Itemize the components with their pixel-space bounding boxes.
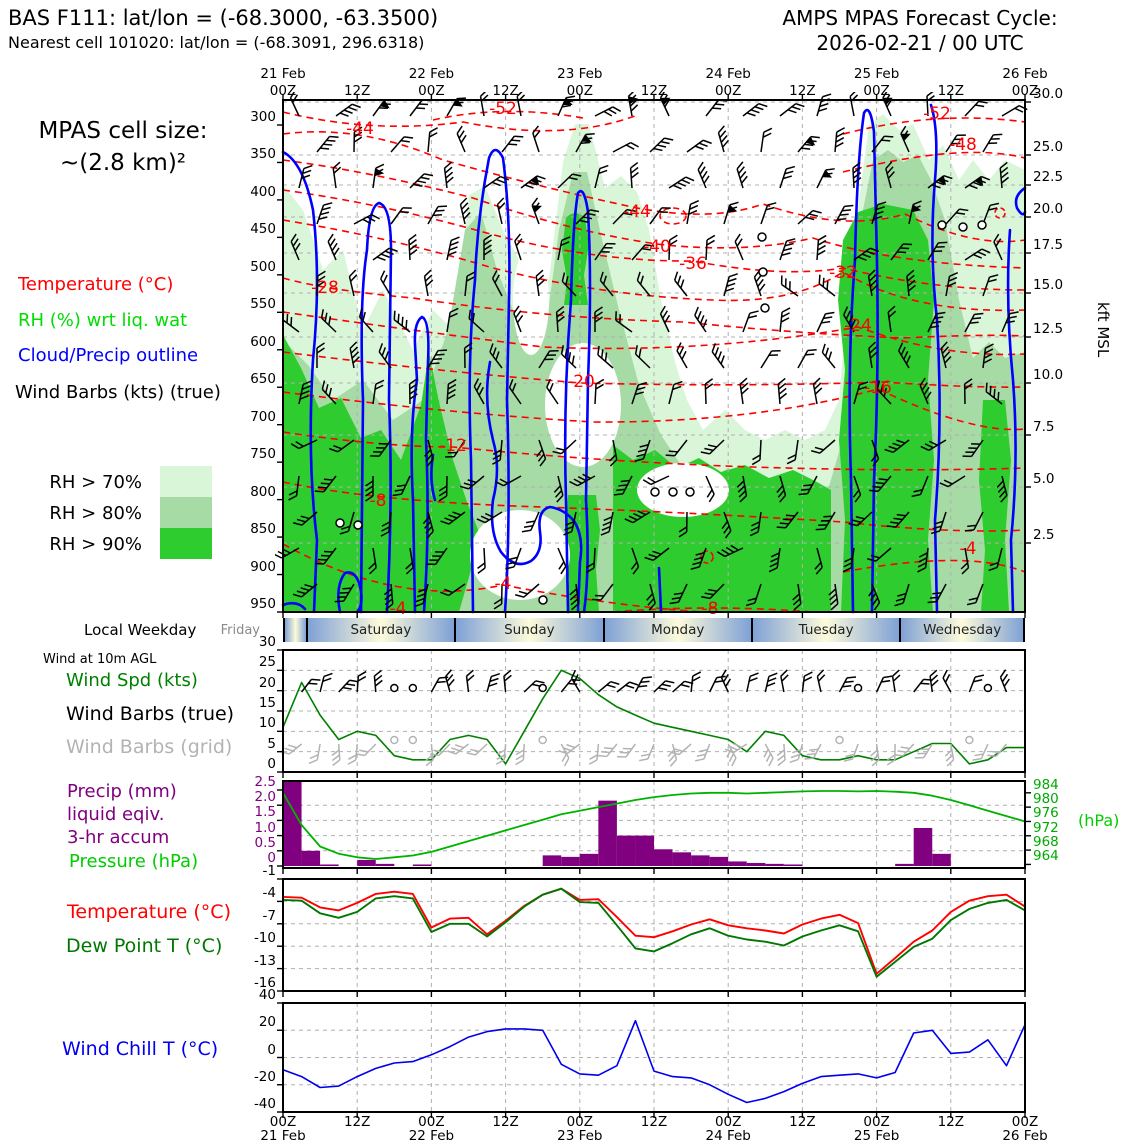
kft-axis-label: kft MSL <box>1094 302 1112 358</box>
top-date-label: 21 Feb <box>260 66 306 82</box>
pressure-tick-label: 600 <box>250 333 276 350</box>
bottom-date-label: 25 Feb <box>853 1128 900 1140</box>
kft-tick-label: 12.5 <box>1033 321 1064 337</box>
bottom-date-label: 22 Feb <box>408 1128 455 1140</box>
kft-tick-label: 5.0 <box>1033 471 1055 487</box>
friday-label: Friday <box>220 623 260 638</box>
kft-tick-label: 7.5 <box>1033 419 1055 435</box>
weekday-bar <box>283 618 1025 642</box>
weekday-segment-wednesday: Wednesday <box>901 618 1025 642</box>
rh90-label: RH > 90% <box>49 534 142 555</box>
wind-chill-label: Wind Chill T (°C) <box>62 1038 219 1060</box>
contour-label: -52 <box>489 99 517 119</box>
kft-tick-label: 17.5 <box>1033 237 1064 253</box>
pressure-ytick-label: 972 <box>1033 819 1059 836</box>
wind-ytick-label: 10 <box>258 715 276 732</box>
kft-tick-label: 10.0 <box>1033 367 1064 383</box>
top-hour-label: 00Z <box>269 83 297 99</box>
weekday-segment-sunday: Sunday <box>456 618 604 642</box>
top-hour-label: 00Z <box>1011 83 1039 99</box>
top-date-label: 26 Feb <box>1002 66 1048 82</box>
pressure-label: Pressure (hPa) <box>69 851 199 872</box>
pressure-tick-label: 650 <box>250 371 276 388</box>
kft-tick-label: 30.0 <box>1033 86 1064 102</box>
pressure-tick-label: 500 <box>250 258 276 275</box>
wind-ytick-label: 25 <box>258 654 276 671</box>
kft-tick-label: 22.5 <box>1033 169 1064 185</box>
contour-label: -32 <box>829 263 857 283</box>
pressure-tick-label: 900 <box>250 558 276 575</box>
wind-barbs-true-label: Wind Barbs (true) <box>66 703 235 725</box>
temperature-panel <box>275 871 1033 999</box>
dew-point-label: Dew Point T (°C) <box>66 935 223 957</box>
top-hour-label: 12Z <box>789 83 816 99</box>
pressure-tick-label: 800 <box>250 483 276 500</box>
contour-label: -4 <box>959 539 977 559</box>
bottom-hour-label: 00Z <box>566 1114 594 1130</box>
wind-barbs-grid-label: Wind Barbs (grid) <box>66 736 233 758</box>
page-title: BAS F111: lat/lon = (-68.3000, -63.3500) <box>8 6 439 30</box>
top-hour-label: 12Z <box>640 83 668 99</box>
bottom-hour-label: 12Z <box>937 1114 965 1130</box>
weekday-segment-tuesday: Tuesday <box>753 618 901 642</box>
contour-label: -8 <box>369 491 387 511</box>
pressure-tick-label: 700 <box>250 408 276 425</box>
contour-label: -4 <box>494 574 512 594</box>
chill-ytick-label: -20 <box>253 1068 276 1085</box>
temp-ytick-label: -10 <box>253 930 276 947</box>
temp-ytick-label: -13 <box>253 952 276 969</box>
forecast-cycle-date: 2026-02-21 / 00 UTC <box>816 31 1024 55</box>
rh80-label: RH > 80% <box>49 503 142 524</box>
bottom-date-label: 23 Feb <box>557 1128 603 1140</box>
temp-ytick-label: -1 <box>262 863 276 879</box>
hpa-right-label: (hPa) <box>1078 811 1120 830</box>
bottom-hour-label: 12Z <box>640 1114 668 1130</box>
legend-rh: RH (%) wrt liq. wat <box>18 310 188 331</box>
legend-cloud-outline: Cloud/Precip outline <box>18 345 199 366</box>
contour-label: -48 <box>949 135 977 155</box>
precip-ytick-label: 2.5 <box>254 774 276 790</box>
contour-label: -40 <box>643 237 671 257</box>
precip-ytick-label: 2.0 <box>254 789 276 806</box>
top-date-label: 24 Feb <box>705 66 751 82</box>
cell-size-label-line2: ~(2.8 km)² <box>59 150 187 176</box>
wind-ytick-label: 0 <box>267 756 276 772</box>
rh70-label: RH > 70% <box>49 472 142 493</box>
precip-label-line3: 3-hr accum <box>67 827 170 848</box>
precip-ytick-label: 0 <box>267 850 276 866</box>
precip-label-line2: liquid eqiv. <box>67 804 165 825</box>
contour-label: -20 <box>567 372 595 392</box>
wind-spd-label: Wind Spd (kts) <box>66 670 198 691</box>
kft-tick-label: 2.5 <box>1033 527 1055 543</box>
weekday-segment-friday <box>283 618 308 642</box>
top-date-label: 25 Feb <box>853 66 900 82</box>
contour-label: -44 <box>623 202 651 222</box>
chill-ytick-label: 20 <box>258 1014 276 1031</box>
top-hour-label: 00Z <box>863 83 890 99</box>
bottom-hour-label: 12Z <box>789 1114 816 1130</box>
top-hour-label: 00Z <box>418 83 445 99</box>
page-subtitle: Nearest cell 101020: lat/lon = (-68.3091, 296.6318) <box>8 33 425 52</box>
contour-label: -24 <box>844 316 872 336</box>
precip-ytick-label: 1.5 <box>254 804 276 821</box>
bottom-hour-label: 12Z <box>492 1114 519 1130</box>
top-date-label: 23 Feb <box>557 66 603 82</box>
temperature-label: Temperature (°C) <box>67 901 231 923</box>
contour-label: -16 <box>864 378 892 398</box>
chill-ytick-label: 0 <box>267 1041 276 1058</box>
pressure-ytick-label: 976 <box>1033 805 1059 822</box>
wind-ytick-label: 15 <box>258 695 276 711</box>
top-hour-label: 00Z <box>714 83 742 99</box>
wind-ytick-label: 5 <box>267 735 276 752</box>
contour-label: -28 <box>311 278 339 298</box>
legend-wind-barbs: Wind Barbs (kts) (true) <box>15 382 221 403</box>
wind-chill-panel <box>275 995 1033 1120</box>
local-weekday-label: Local Weekday <box>84 621 197 639</box>
pressure-tick-label: 300 <box>250 109 276 125</box>
weekday-segment-saturday: Saturday <box>308 618 456 642</box>
chill-ytick-label: 40 <box>258 987 276 1003</box>
chill-ytick-label: -40 <box>253 1096 276 1112</box>
wind-ytick-label: 30 <box>258 634 276 650</box>
temp-ytick-label: -16 <box>253 975 276 991</box>
top-date-label: 22 Feb <box>408 66 455 82</box>
legend-temperature: Temperature (°C) <box>18 274 174 295</box>
bottom-hour-label: 12Z <box>343 1114 371 1130</box>
wind-panel <box>275 642 1033 780</box>
cross-section-panel <box>275 92 1033 620</box>
rh90-swatch <box>160 528 212 559</box>
rh80-swatch <box>160 497 212 528</box>
bottom-hour-label: 00Z <box>714 1114 742 1130</box>
wind-ytick-label: 20 <box>258 674 276 691</box>
bottom-date-label: 26 Feb <box>1002 1128 1048 1140</box>
pressure-tick-label: 450 <box>250 221 276 238</box>
precip-ytick-label: 0.5 <box>254 834 276 851</box>
contour-label: -52 <box>923 104 951 124</box>
pressure-tick-label: 850 <box>250 521 276 538</box>
top-hour-label: 12Z <box>937 83 965 99</box>
bottom-date-label: 24 Feb <box>705 1128 751 1140</box>
rh70-swatch <box>160 466 212 497</box>
contour-label: -8 <box>701 599 719 619</box>
pressure-tick-label: 550 <box>250 296 276 313</box>
weekday-segment-monday: Monday <box>605 618 753 642</box>
pressure-tick-label: 400 <box>250 183 276 200</box>
bottom-hour-label: 00Z <box>863 1114 890 1130</box>
kft-tick-label: 20.0 <box>1033 201 1064 217</box>
pressure-tick-label: 750 <box>250 446 276 463</box>
top-hour-label: 12Z <box>343 83 371 99</box>
pressure-ytick-label: 964 <box>1033 848 1059 865</box>
precip-label-line1: Precip (mm) <box>67 781 177 802</box>
bottom-hour-label: 00Z <box>269 1114 297 1130</box>
forecast-cycle-title: AMPS MPAS Forecast Cycle: <box>782 6 1058 30</box>
top-hour-label: 12Z <box>492 83 519 99</box>
pressure-tick-label: 350 <box>250 146 276 163</box>
kft-tick-label: 15.0 <box>1033 277 1064 293</box>
bottom-hour-label: 00Z <box>418 1114 445 1130</box>
pressure-ytick-label: 980 <box>1033 791 1059 808</box>
contour-label: -12 <box>439 436 467 456</box>
contour-label: -36 <box>679 254 707 274</box>
contour-label: -44 <box>346 119 374 139</box>
temp-ytick-label: -4 <box>262 885 276 902</box>
cell-size-label-line1: MPAS cell size: <box>38 118 208 144</box>
pressure-ytick-label: 968 <box>1033 834 1059 851</box>
contour-label: -4 <box>389 599 407 619</box>
pressure-tick-label: 950 <box>250 596 276 612</box>
kft-tick-label: 25.0 <box>1033 139 1064 155</box>
pressure-ytick-label: 984 <box>1033 776 1059 793</box>
wind-10m-label: Wind at 10m AGL <box>43 652 157 667</box>
top-hour-label: 00Z <box>566 83 594 99</box>
bottom-hour-label: 00Z <box>1011 1114 1039 1130</box>
temp-ytick-label: -7 <box>262 907 276 924</box>
precip-pressure-panel <box>275 773 1033 876</box>
precip-ytick-label: 1.0 <box>254 819 276 836</box>
bottom-date-label: 21 Feb <box>260 1128 306 1140</box>
